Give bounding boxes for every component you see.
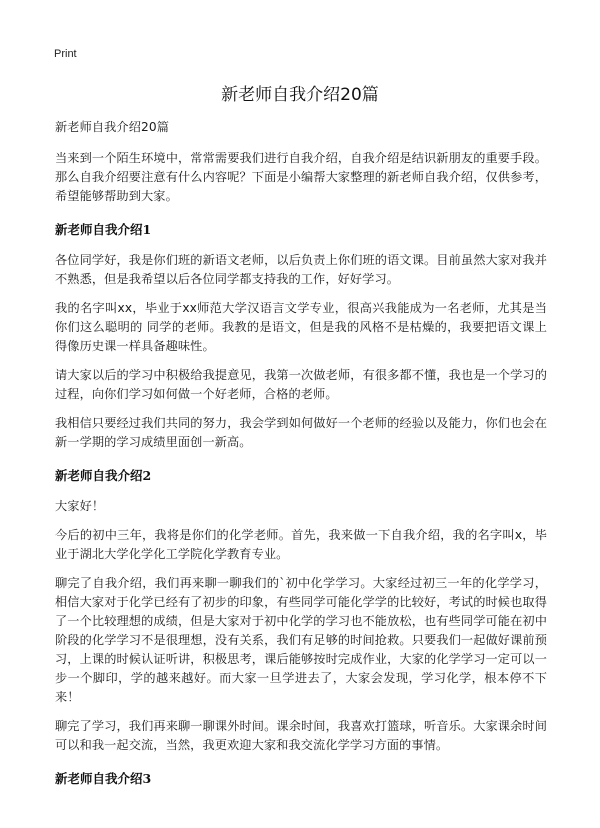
print-link[interactable]: Print: [54, 48, 77, 60]
article-body: [55, 118, 547, 800]
section-paragraph: 请大家以后的学习中积极给我提意见，我第一次做老师，有很多都不懂，我也是一个学习的过程，向你们学习如何做一个好老师，合格的老师。: [55, 368, 547, 401]
section-paragraph: 今后的初中三年，我将是你们的化学老师。首先，我来做一下自我介绍，我的名字叫x，毕业于湖北大学化学化工学院化学教育专业。: [55, 528, 547, 561]
page-title: 新老师自我介绍20篇: [221, 85, 379, 105]
section-paragraph: 我相信只要经过我们共同的努力，我会学到如何做好一个老师的经验以及能力，你们也会在新一学期的学习成绩里面创一新高。: [55, 416, 547, 449]
section-heading: 新老师自我介绍2: [55, 468, 152, 483]
section-paragraph: 我的名字叫xx，毕业于xx师范大学汉语言文学专业，很高兴我能成为一名老师，尤其是当你们这么聪明的 同学的老师。我教的是语文，但是我的风格不是枯燥的，我要把语文课上得像历史课一样具备趣味性。: [55, 301, 547, 353]
section-heading: 新老师自我介绍1: [55, 222, 152, 237]
section-heading: 新老师自我介绍3: [55, 771, 152, 786]
section-paragraph: 聊完了自我介绍，我们再来聊一聊我们的`初中化学学习。大家经过初三一年的化学学习，相信大家对于化学已经有了初步的印象，有些同学可能化学学的比较好，考试的时候也取得了一个比较理想的成绩，但是大家对于初中化学的学习也不能放松，也有些同学可能在初中阶段的化学学习不是很理想，没有关系，我们有足够的时间抢救。只要我们一起做好课前预习，上课的时候认证听讲，积极思考，课后能够按时完成作业，大家的化学学习一定可以一步一个脚印，学的越来越好。而大家一旦学进去了，大家会发现，学习化学，根本停不下来！: [55, 576, 547, 704]
article-subtitle: 新老师自我介绍20篇: [55, 120, 170, 134]
section-paragraph: 大家好！: [55, 499, 105, 513]
section-paragraph: 各位同学好，我是你们班的新语文老师，以后负责上你们班的语文课。目前虽然大家对我并不熟悉，但是我希望以后各位同学都支持我的工作，好好学习。: [55, 253, 547, 286]
section-paragraph: 聊完了学习，我们再来聊一聊课外时间。课余时间，我喜欢打篮球，听音乐。大家课余时间可以和我一起交流，当然，我更欢迎大家和我交流化学学习方面的事情。: [55, 719, 547, 752]
intro-paragraph: 当来到一个陌生环境中，常常需要我们进行自我介绍，自我介绍是结识新朋友的重要手段。那么自我介绍要注意有什么内容呢？下面是小编帮大家整理的新老师自我介绍，仅供参考，希望能够帮助到大家。: [55, 151, 547, 203]
